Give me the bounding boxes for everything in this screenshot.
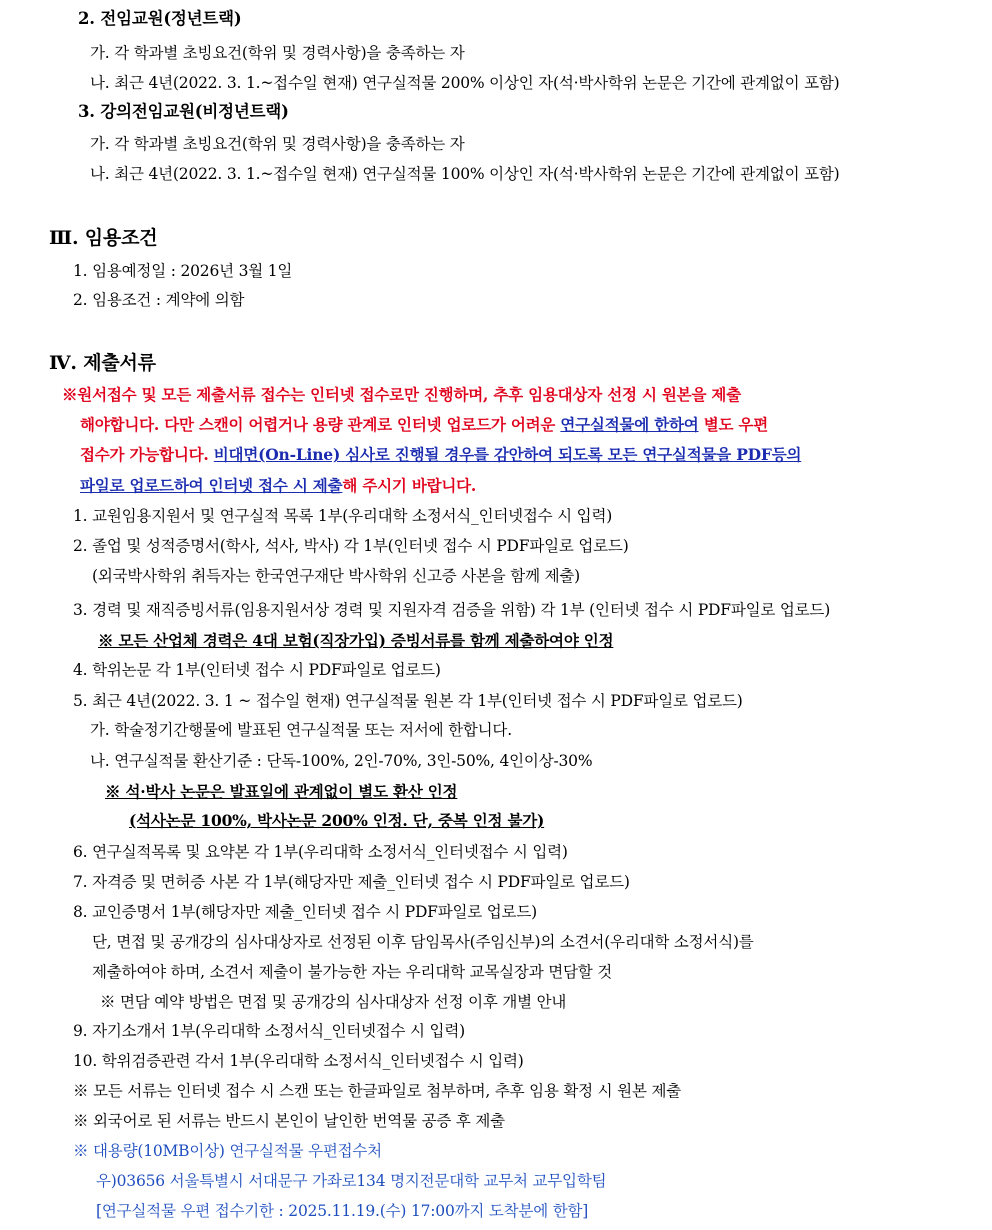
doc-item-5-note-1: ※ 석·박사 논문은 발표일에 관계없이 별도 환산 인정 bbox=[105, 782, 458, 801]
section-3-item-b: 나. 최근 4년(2022. 3. 1.~접수일 현재) 연구실적물 100% 이상인 자(석·박사학위 논문은 기간에 관계없이 포함) bbox=[90, 165, 840, 183]
doc-item-10: 10. 학위검증관련 각서 1부(우리대학 소정서식_인터넷접수 시 입력) bbox=[73, 1052, 524, 1070]
doc-item-8: 8. 교인증명서 1부(해당자만 제출_인터넷 접수 시 PDF파일로 업로드) bbox=[73, 903, 537, 921]
notice-separate-mail: 별도 우편 bbox=[698, 415, 769, 434]
doc-item-4: 4. 학위논문 각 1부(인터넷 접수 시 PDF파일로 업로드) bbox=[73, 661, 441, 679]
mail-address: 우)03656 서울특별시 서대문구 가좌로134 명지전문대학 교무처 교무입학팀 bbox=[96, 1172, 607, 1190]
doc-item-7: 7. 자격증 및 면허증 사본 각 1부(해당자만 제출_인터넷 접수 시 PDF파일로 업로드) bbox=[73, 873, 630, 891]
section-2-item-a: 가. 각 학과별 초빙요건(학위 및 경력사항)을 충족하는 자 bbox=[90, 44, 465, 62]
section-2-item-b: 나. 최근 4년(2022. 3. 1.~접수일 현재) 연구실적물 200% 이상인 자(석·박사학위 논문은 기간에 관계없이 포함) bbox=[90, 74, 840, 92]
section-2-title: 2. 전임교원(정년트랙) bbox=[78, 9, 242, 28]
appointment-date: 1. 임용예정일 : 2026년 3월 1일 bbox=[73, 262, 293, 280]
notice-line-2-text: 해야합니다. 다만 스캔이 어렵거나 용량 관계로 인터넷 업로드가 어려운 bbox=[80, 415, 561, 434]
notice-upload-pdf: 파일로 업로드하여 인터넷 접수 시 제출 bbox=[80, 476, 343, 495]
doc-item-2: 2. 졸업 및 성적증명서(학사, 석사, 박사) 각 1부(인터넷 접수 시 PDF파일로 업로드) bbox=[73, 537, 629, 555]
note-mail-submission: ※ 대용량(10MB이상) 연구실적물 우편접수처 bbox=[73, 1142, 382, 1160]
section-3-title: 3. 강의전임교원(비정년트랙) bbox=[78, 102, 289, 121]
doc-item-3: 3. 경력 및 재직증빙서류(임용지원서상 경력 및 지원자격 검증을 위함) 각 1부 (인터넷 접수 시 PDF파일로 업로드) bbox=[73, 601, 831, 619]
note-scan-upload: ※ 모든 서류는 인터넷 접수 시 스캔 또는 한글파일로 첨부하며, 추후 임용 확정 시 원본 제출 bbox=[73, 1082, 681, 1100]
note-foreign-docs: ※ 외국어로 된 서류는 반드시 본인이 날인한 번역물 공증 후 제출 bbox=[73, 1112, 505, 1130]
doc-item-8-a: 단, 면접 및 공개강의 심사대상자로 선정된 이후 담임목사(주임신부)의 소견서(우리대학 소정서식)를 bbox=[92, 933, 754, 951]
notice-online-review: 비대면(On-Line) 심사로 진행될 경우를 감안하여 되도록 모든 연구실적물을 PDF등의 bbox=[213, 445, 802, 464]
doc-item-5-b: 나. 연구실적물 환산기준 : 단독-100%, 2인-70%, 3인-50%, 4인이상-30% bbox=[90, 752, 593, 770]
notice-line-3-text: 접수가 가능합니다. bbox=[80, 445, 214, 464]
notice-research-only: 연구실적물에 한하여 bbox=[560, 415, 699, 434]
notice-line-2 bbox=[80, 415, 768, 435]
heading-required-documents: Ⅳ. 제출서류 bbox=[49, 352, 156, 374]
heading-appointment-conditions: Ⅲ. 임용조건 bbox=[49, 227, 158, 249]
section-3-item-a: 가. 각 학과별 초빙요건(학위 및 경력사항)을 충족하는 자 bbox=[90, 135, 465, 153]
notice-line-3 bbox=[80, 445, 801, 465]
doc-item-2-note: (외국박사학위 취득자는 한국연구재단 박사학위 신고증 사본을 함께 제출) bbox=[92, 567, 580, 585]
doc-item-5-note-2: (석사논문 100%, 박사논문 200% 인정. 단, 중복 인정 불가) bbox=[129, 811, 545, 830]
doc-item-5: 5. 최근 4년(2022. 3. 1 ~ 접수일 현재) 연구실적물 원본 각 1부(인터넷 접수 시 PDF파일로 업로드) bbox=[73, 692, 743, 710]
notice-line-4-tail: 해 주시기 바랍니다. bbox=[342, 476, 477, 495]
doc-item-5-a: 가. 학술정기간행물에 발표된 연구실적물 또는 저서에 한합니다. bbox=[90, 721, 512, 739]
mail-deadline: [연구실적물 우편 접수기한 : 2025.11.19.(수) 17:00까지 도착분에 한함] bbox=[96, 1202, 589, 1220]
doc-item-6: 6. 연구실적목록 및 요약본 각 1부(우리대학 소정서식_인터넷접수 시 입력) bbox=[73, 843, 568, 861]
appointment-terms: 2. 임용조건 : 계약에 의함 bbox=[73, 291, 245, 309]
doc-item-8-note: ※ 면담 예약 방법은 면접 및 공개강의 심사대상자 선정 이후 개별 안내 bbox=[100, 993, 567, 1011]
notice-line-1: ※원서접수 및 모든 제출서류 접수는 인터넷 접수로만 진행하며, 추후 임용대상자 선정 시 원본을 제출 bbox=[62, 385, 741, 404]
doc-item-3-note: ※ 모든 산업체 경력은 4대 보험(직장가입) 증빙서류를 함께 제출하여야 인정 bbox=[98, 631, 614, 650]
doc-item-1: 1. 교원임용지원서 및 연구실적 목록 1부(우리대학 소정서식_인터넷접수 시 입력) bbox=[73, 507, 613, 525]
notice-line-4 bbox=[80, 476, 476, 496]
doc-item-8-b: 제출하여야 하며, 소견서 제출이 불가능한 자는 우리대학 교목실장과 면담할 것 bbox=[92, 963, 613, 981]
doc-item-9: 9. 자기소개서 1부(우리대학 소정서식_인터넷접수 시 입력) bbox=[73, 1022, 465, 1040]
